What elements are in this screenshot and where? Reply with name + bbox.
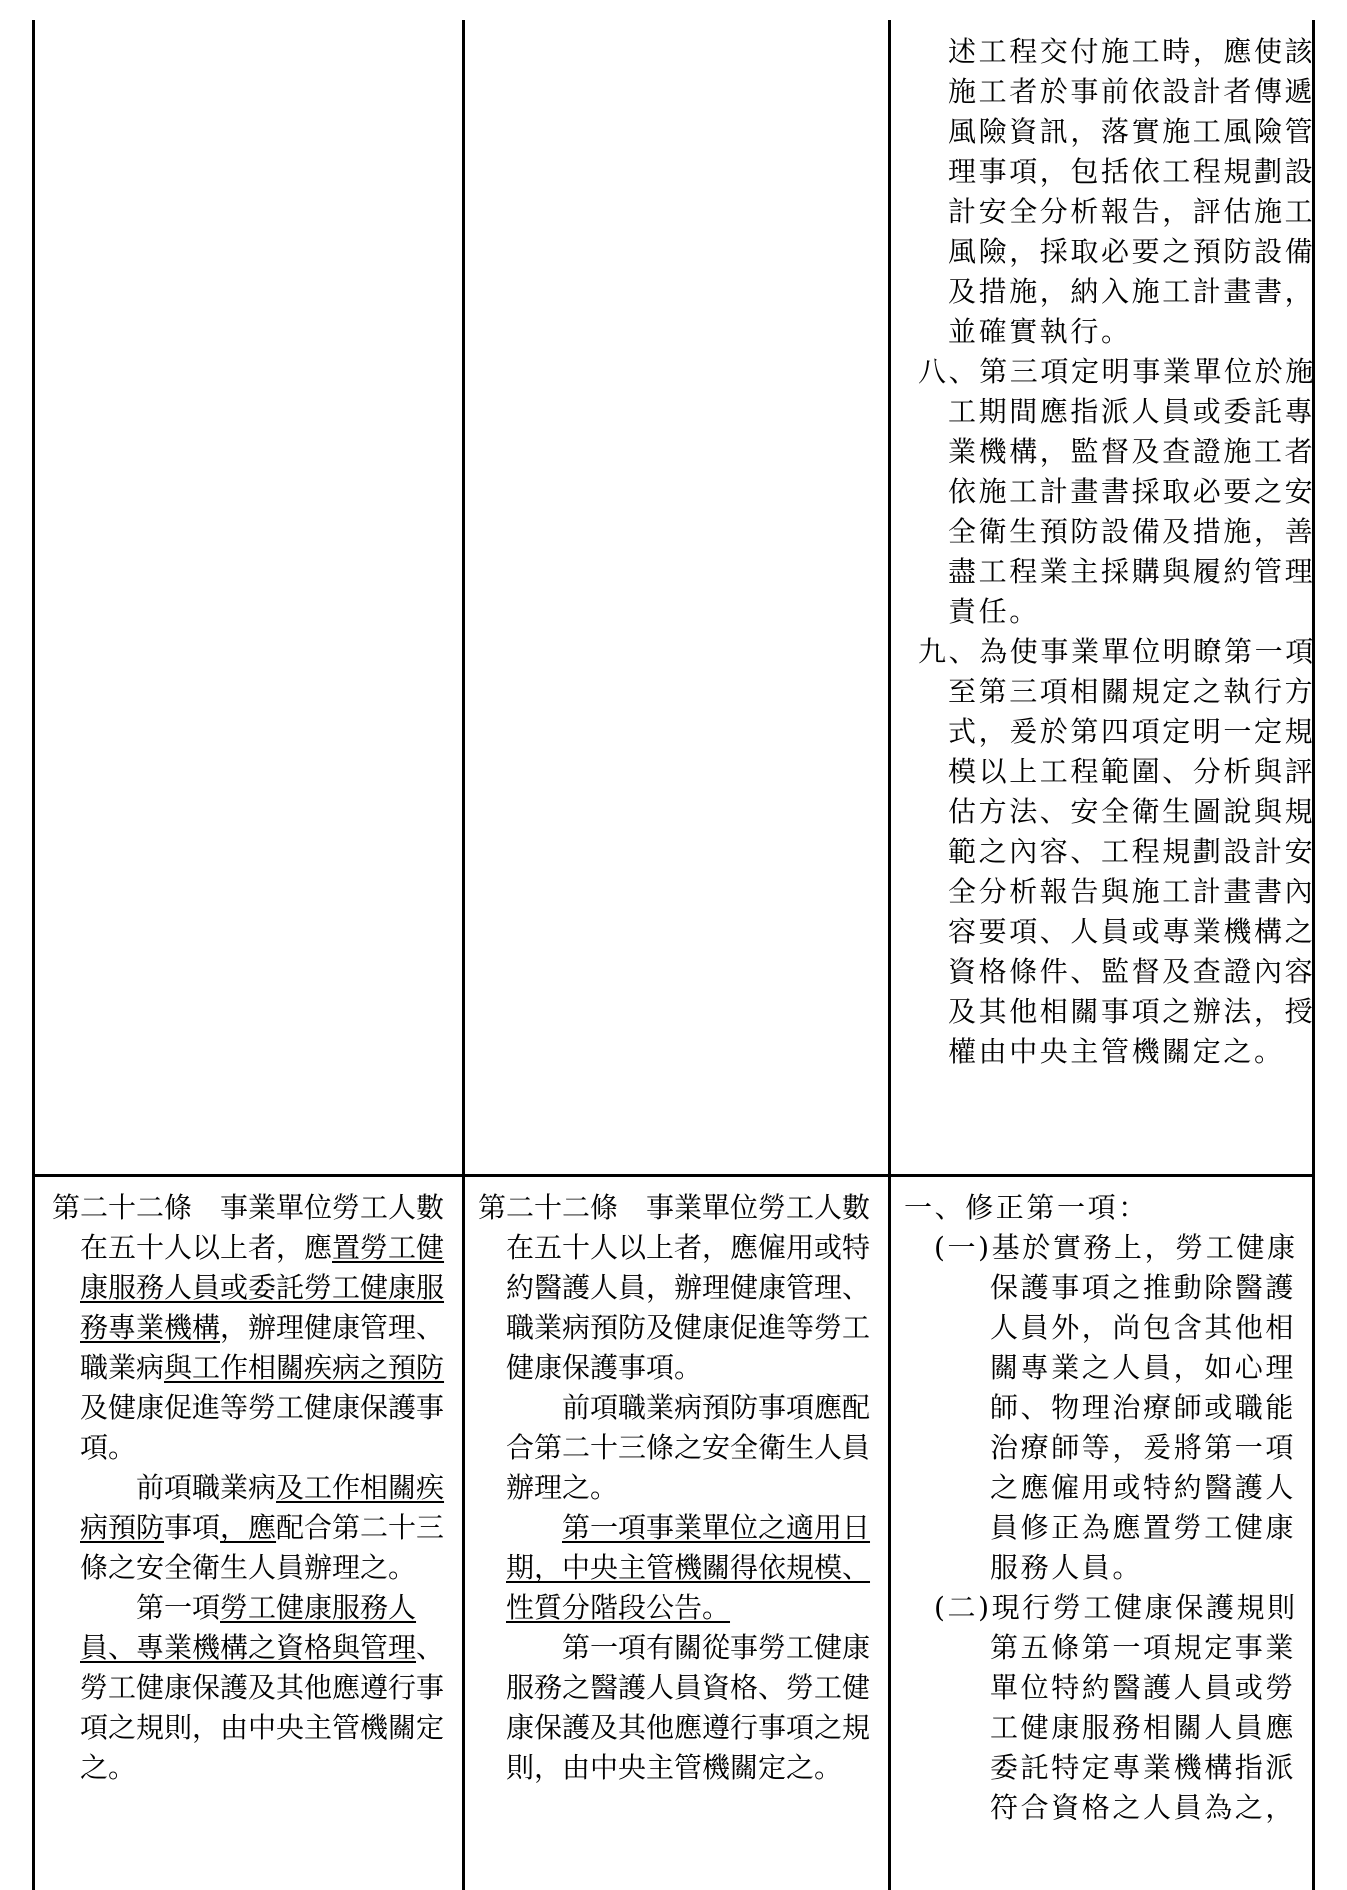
current-article-para-1: 第二十二條 事業單位勞工人數在五十人以上者，應僱用或特約醫護人員，辦理健康管理、職業病預防及健康促進等勞工健康保護事項。 — [478, 1191, 871, 1384]
amended-article-para-3 — [52, 1588, 450, 1788]
amended-text-underlined: 及工作相關疾病預防 — [80, 1471, 445, 1544]
current-article-para-4: 第一項有關從事勞工健康服務之醫護人員資格、勞工健康保護及其他應遵行事項之規則，由中央主管機關定之。 — [506, 1631, 871, 1784]
text-segment: 及健康促進等勞工健康保護事項。 — [80, 1391, 445, 1464]
explanation-subitem-2: (二)現行勞工健康保護規則第五條第一項規定事業單位特約醫護人員或勞工健康服務相關人員應委託特定專業機構指派符合資格之人員為之， — [934, 1591, 1298, 1824]
text-segment: 配合第二十三條之安全衛生人員辦理之。 — [80, 1511, 445, 1584]
current-article-para-3 — [478, 1508, 884, 1628]
amended-text-underlined: 勞工健康服務人員、專業機構之資格與管理 — [80, 1591, 417, 1664]
text-segment: ，辦理健康管理、職業病 — [80, 1311, 445, 1384]
table-divider-2 — [888, 20, 891, 1890]
text-segment: 前項職業病 — [136, 1471, 277, 1504]
explanation-continuation: 述工程交付施工時，應使該施工者於事前依設計者傳遞風險資訊，落實施工風險管理事項，包括依工程規劃設計安全分析報告，評估施工風險，採取必要之預防設備及措施，納入施工計畫書，並確實執行。 — [948, 35, 1316, 348]
deleted-text-underlined: 第一項事業單位之適用日期，中央主管機關得依規模、性質分階段公告。 — [506, 1511, 871, 1624]
current-article-cell — [478, 1188, 884, 1788]
table-border-left — [32, 20, 35, 1890]
explanation-heading-1: 一、修正第一項： — [904, 1191, 1149, 1224]
current-article-para-2: 前項職業病預防事項應配合第二十三條之安全衛生人員辦理之。 — [506, 1391, 871, 1504]
text-segment: 第一項 — [136, 1591, 221, 1624]
explanation-subitem-1: (一)基於實務上，勞工健康保護事項之推動除醫護人員外，尚包含其他相關專業之人員，如心理師、物理治療師或職能治療師等，爰將第一項之應僱用或特約醫護人員修正為應置勞工健康服務人員。 — [934, 1231, 1298, 1584]
row-separator — [32, 1174, 1315, 1177]
amended-text-underlined: 置勞工健康服務人員或委託勞工健康服務專業機構 — [80, 1231, 445, 1344]
text-segment: 、勞工健康保護及其他應遵行事項之規則，由中央主管機關定之。 — [80, 1631, 445, 1784]
amended-text-underlined: 與工作相關疾病之預防 — [164, 1351, 445, 1384]
amended-article-para-2 — [52, 1468, 450, 1588]
explanation-item-8: 八、第三項定明事業單位於施工期間應指派人員或委託專業機構，監督及查證施工者依施工計畫書採取必要之安全衛生預防設備及措施，善盡工程業主採購與履約管理責任。 — [918, 355, 1316, 628]
explanation-item-9: 九、為使事業單位明瞭第一項至第三項相關規定之執行方式，爰於第四項定明一定規模以上工程範圍、分析與評估方法、安全衛生圖說與規範之內容、工程規劃設計安全分析報告與施工計畫書內容要項、人員或專業機構之資格條件、監督及查證內容及其他相關事項之辦法，授權由中央主管機關定之。 — [918, 635, 1316, 1068]
amended-article-para-1 — [52, 1188, 450, 1468]
text-segment: 事項 — [164, 1511, 221, 1544]
amended-text-underlined: ，應 — [220, 1511, 277, 1544]
amended-article-cell — [52, 1188, 450, 1788]
table-divider-1 — [462, 20, 465, 1890]
text-segment: 第二十二條 事業單位勞工人數在五十人以上者，應 — [52, 1191, 445, 1264]
top-explanation-cell — [918, 32, 1323, 1072]
bottom-explanation-cell — [904, 1188, 1324, 1828]
